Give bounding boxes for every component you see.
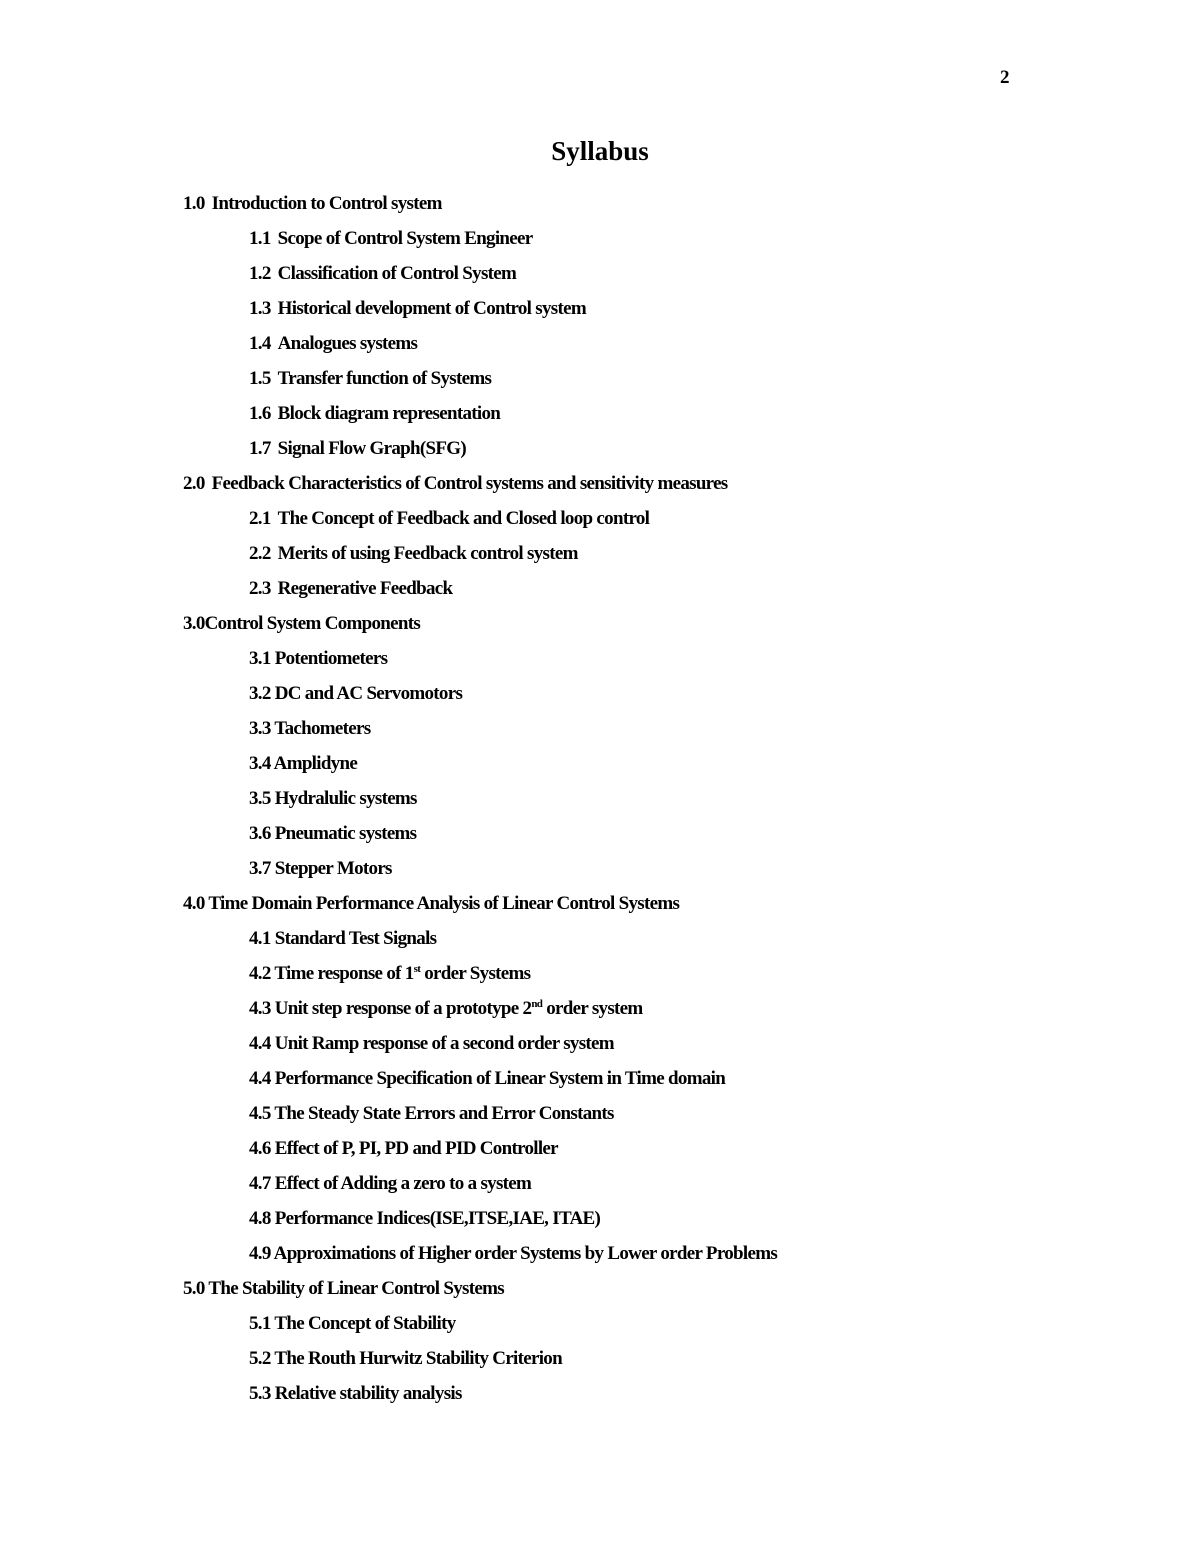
topic-label: Analogues systems <box>277 333 418 354</box>
topic-label: Tachometers <box>274 718 371 739</box>
section-heading <box>0 886 1200 921</box>
topic-item <box>0 1166 1200 1201</box>
topic-label: Potentiometers <box>274 648 388 669</box>
topic-label-start: Time response of 1 <box>274 963 414 984</box>
topic-label: Block diagram representation <box>277 403 501 424</box>
topic-item <box>0 1376 1200 1411</box>
topic-label: Pneumatic systems <box>274 823 417 844</box>
superscript-ordinal: nd <box>531 998 543 1010</box>
section-label: The Stability of Linear Control Systems <box>208 1278 504 1299</box>
superscript-ordinal: st <box>413 963 421 975</box>
topic-number: 2.2 <box>249 543 271 564</box>
topic-label: Scope of Control System Engineer <box>277 228 533 249</box>
topic-label: Performance Indices(ISE,ITSE,IAE, ITAE) <box>274 1208 601 1229</box>
topic-item <box>0 221 1200 256</box>
topic-item <box>0 361 1200 396</box>
topic-number: 3.1 <box>249 648 271 669</box>
topic-item <box>0 431 1200 466</box>
section-label: Time Domain Performance Analysis of Linear Control Systems <box>208 893 680 914</box>
section-number: 5.0 <box>183 1278 205 1299</box>
topic-item <box>0 326 1200 361</box>
syllabus-list <box>0 186 1200 1411</box>
topic-label-end: order Systems <box>420 963 531 984</box>
topic-label-start: Unit step response of a prototype 2 <box>274 998 532 1019</box>
section-label: Feedback Characteristics of Control systems and sensitivity measures <box>211 473 728 494</box>
page-title: Syllabus <box>551 136 649 166</box>
topic-number: 4.3 <box>249 998 271 1019</box>
topic-number: 4.8 <box>249 1208 271 1229</box>
topic-number: 4.9 <box>249 1243 271 1264</box>
section-number: 3.0 <box>183 613 205 634</box>
topic-label: Performance Specification of Linear System in Time domain <box>274 1068 726 1089</box>
topic-number: 5.3 <box>249 1383 271 1404</box>
topic-label: Effect of Adding a zero to a system <box>274 1173 532 1194</box>
topic-item <box>0 1096 1200 1131</box>
topic-number: 2.1 <box>249 508 271 529</box>
topic-item <box>0 396 1200 431</box>
topic-label: Regenerative Feedback <box>277 578 453 599</box>
topic-item <box>0 921 1200 956</box>
topic-label: The Steady State Errors and Error Constants <box>274 1103 614 1124</box>
topic-label-end: order system <box>542 998 643 1019</box>
topic-number: 4.5 <box>249 1103 271 1124</box>
topic-label: Hydralulic systems <box>274 788 417 809</box>
topic-label: The Concept of Stability <box>274 1313 456 1334</box>
topic-number: 1.4 <box>249 333 271 354</box>
section-number: 1.0 <box>183 193 205 214</box>
topic-item <box>0 1341 1200 1376</box>
topic-item <box>0 641 1200 676</box>
topic-label: Unit Ramp response of a second order system <box>274 1033 614 1054</box>
topic-number: 1.6 <box>249 403 271 424</box>
topic-label: Stepper Motors <box>274 858 392 879</box>
topic-number: 1.2 <box>249 263 271 284</box>
topic-label: Classification of Control System <box>277 263 517 284</box>
topic-number: 3.7 <box>249 858 271 879</box>
topic-number: 4.7 <box>249 1173 271 1194</box>
topic-number: 4.4 <box>249 1068 271 1089</box>
topic-item <box>0 781 1200 816</box>
section-heading <box>0 186 1200 221</box>
topic-item <box>0 536 1200 571</box>
topic-item <box>0 1026 1200 1061</box>
topic-label: Approximations of Higher order Systems by Lower order Problems <box>273 1243 778 1264</box>
topic-label: Transfer function of Systems <box>277 368 492 389</box>
section-heading <box>0 1271 1200 1306</box>
section-number: 2.0 <box>183 473 205 494</box>
topic-label: Standard Test Signals <box>274 928 437 949</box>
topic-item <box>0 711 1200 746</box>
topic-item <box>0 291 1200 326</box>
section-heading <box>0 606 1200 641</box>
page-number: 2 <box>1000 67 1010 88</box>
section-number: 4.0 <box>183 893 205 914</box>
topic-number: 4.6 <box>249 1138 271 1159</box>
topic-item <box>0 571 1200 606</box>
topic-label: Relative stability analysis <box>274 1383 462 1404</box>
topic-label: Merits of using Feedback control system <box>277 543 578 564</box>
topic-number: 1.1 <box>249 228 271 249</box>
topic-item <box>0 956 1200 991</box>
topic-number: 4.4 <box>249 1033 271 1054</box>
topic-label: Signal Flow Graph(SFG) <box>277 438 467 459</box>
topic-item <box>0 1061 1200 1096</box>
topic-item <box>0 851 1200 886</box>
section-label: Introduction to Control system <box>211 193 442 214</box>
topic-item <box>0 501 1200 536</box>
topic-item <box>0 746 1200 781</box>
topic-label: The Concept of Feedback and Closed loop control <box>277 508 650 529</box>
section-heading <box>0 466 1200 501</box>
topic-label: Historical development of Control system <box>277 298 586 319</box>
topic-label: Effect of P, PI, PD and PID Controller <box>274 1138 558 1159</box>
topic-number: 1.7 <box>249 438 271 459</box>
topic-label: The Routh Hurwitz Stability Criterion <box>274 1348 562 1369</box>
section-label: Control System Components <box>204 613 421 634</box>
topic-item <box>0 816 1200 851</box>
topic-number: 3.5 <box>249 788 271 809</box>
topic-label: DC and AC Servomotors <box>274 683 463 704</box>
topic-label: Amplidyne <box>273 753 358 774</box>
topic-item <box>0 1131 1200 1166</box>
topic-number: 3.2 <box>249 683 271 704</box>
topic-item <box>0 1236 1200 1271</box>
topic-number: 4.2 <box>249 963 271 984</box>
topic-number: 3.6 <box>249 823 271 844</box>
topic-number: 2.3 <box>249 578 271 599</box>
topic-number: 3.4 <box>249 753 271 774</box>
topic-item <box>0 676 1200 711</box>
topic-number: 4.1 <box>249 928 271 949</box>
topic-number: 3.3 <box>249 718 271 739</box>
topic-item <box>0 991 1200 1026</box>
topic-item <box>0 256 1200 291</box>
topic-number: 1.3 <box>249 298 271 319</box>
topic-item <box>0 1201 1200 1236</box>
topic-item <box>0 1306 1200 1341</box>
topic-number: 1.5 <box>249 368 271 389</box>
topic-number: 5.1 <box>249 1313 271 1334</box>
topic-number: 5.2 <box>249 1348 271 1369</box>
